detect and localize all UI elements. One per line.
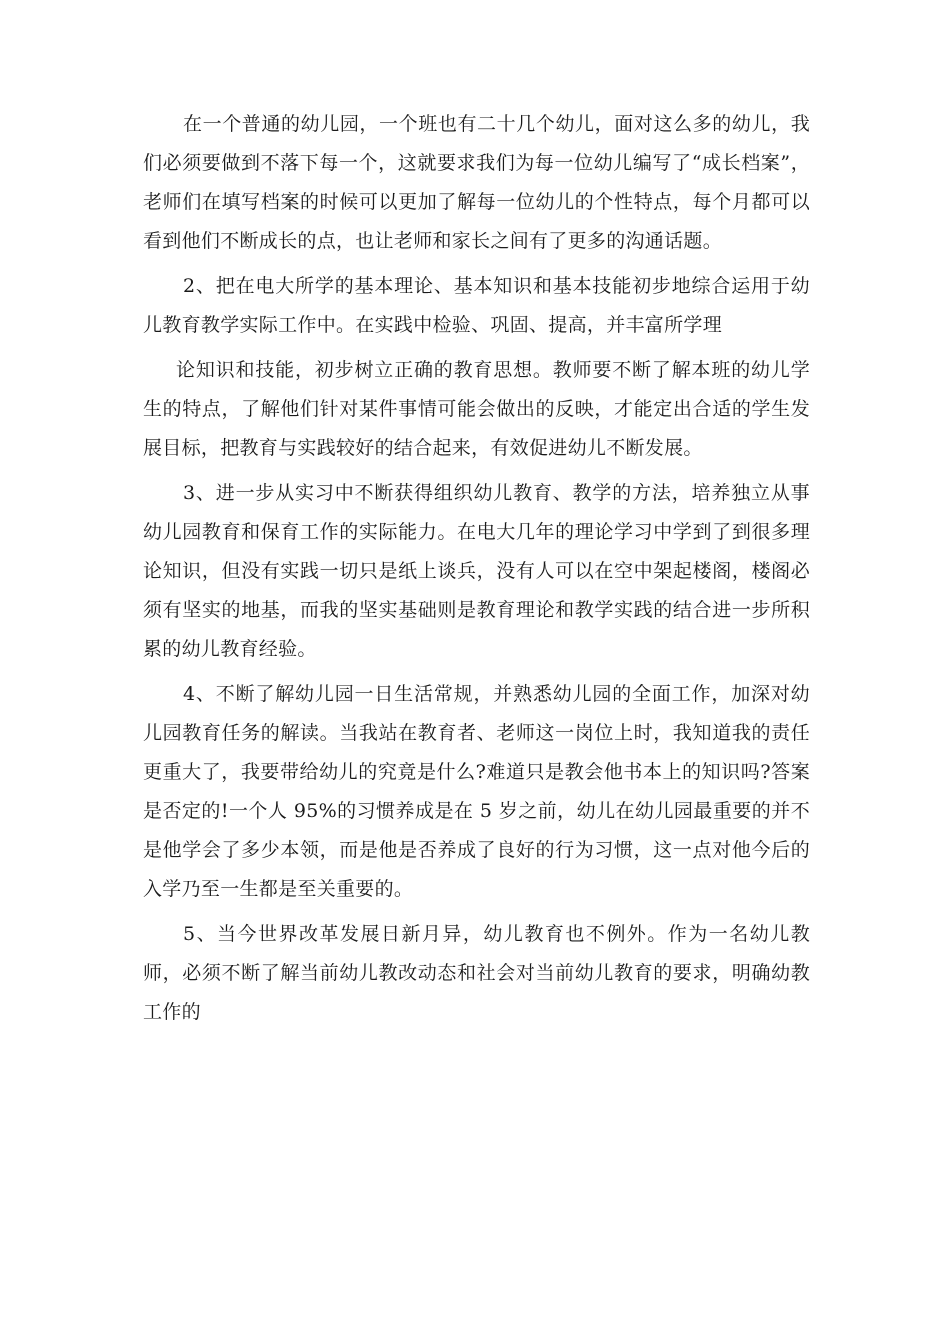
paragraph-point-2: 2、把在电大所学的基本理论、基本知识和基本技能初步地综合运用于幼儿教育教学实际工作中。在实践中检验、巩固、提高，并丰富所学理 (143, 275, 810, 336)
document-body (143, 105, 810, 1038)
paragraph-point-3: 3、进一步从实习中不断获得组织幼儿教育、教学的方法，培养独立从事幼儿园教育和保育工作的实际能力。在电大几年的理论学习中学到了到很多理论知识，但没有实践一切只是纸上谈兵，没有人可以在空中架起楼阁，楼阁必须有坚实的地基，而我的坚实基础则是教育理论和教学实践的结合进一步所积累的幼儿教育经验。 (143, 482, 810, 660)
paragraph-growth-records: 在一个普通的幼儿园，一个班也有二十几个幼儿，面对这么多的幼儿，我们必须要做到不落下每一个，这就要求我们为每一位幼儿编写了“成长档案”，老师们在填写档案的时候可以更加了解每一位幼儿的个性特点，每个月都可以看到他们不断成长的点，也让老师和家长之间有了更多的沟通话题。 (143, 113, 810, 252)
paragraph-point-4: 4、不断了解幼儿园一日生活常规，并熟悉幼儿园的全面工作，加深对幼儿园教育任务的解读。当我站在教育者、老师这一岗位上时，我知道我的责任更重大了，我要带给幼儿的究竟是什么?难道只是教会他书本上的知识吗?答案是否定的!一个人 95%的习惯养成是在 5 岁之前，幼儿在幼儿园最重要的并不是他学会了多少本领，而是他是否养成了良好的行为习惯，这一点对他今后的入学乃至一生都是至关重要的。 (143, 683, 810, 900)
paragraph-point-2-continued: 论知识和技能，初步树立正确的教育思想。教师要不断了解本班的幼儿学生的特点，了解他们针对某件事情可能会做出的反映，才能定出合适的学生发展目标，把教育与实践较好的结合起来，有效促进幼儿不断发展。 (143, 359, 810, 459)
paragraph-point-5: 5、当今世界改革发展日新月异，幼儿教育也不例外。作为一名幼儿教师，必须不断了解当前幼儿教改动态和社会对当前幼儿教育的要求，明确幼教工作的 (143, 923, 810, 1023)
